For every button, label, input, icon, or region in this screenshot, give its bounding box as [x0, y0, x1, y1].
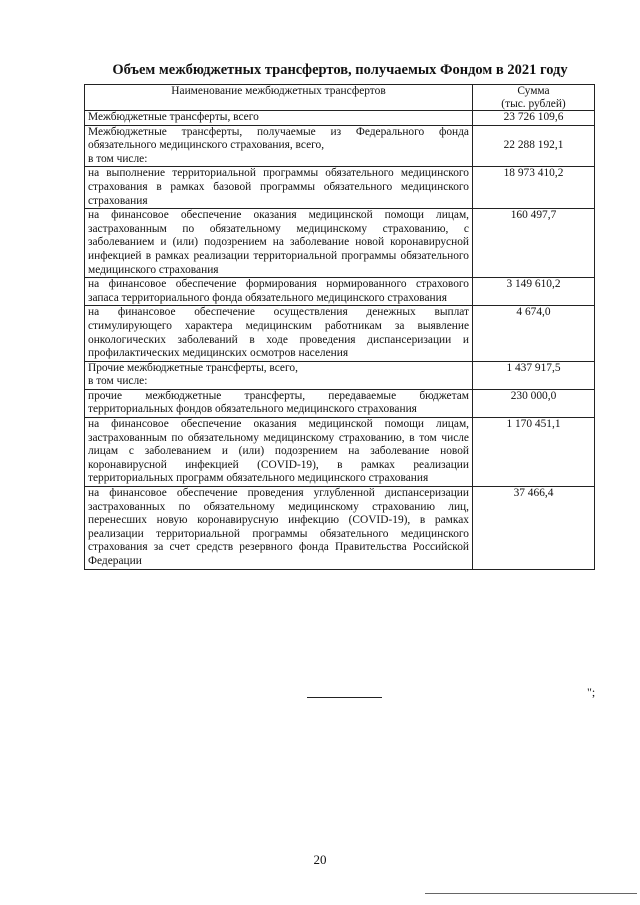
table-row — [85, 361, 595, 389]
row-sum: 18 973 410,2 — [473, 167, 595, 209]
header-sum — [473, 85, 595, 111]
row-name: на финансовое обеспечение осуществления денежных выплат стимулирующего характера медицинским работникам за выявление онкологических заболеваний в ходе проведения диспансеризации и профилактических медицинских осмотров населения — [85, 306, 473, 361]
table-row — [85, 167, 595, 209]
row-sum: 23 726 109,6 — [473, 111, 595, 126]
table-header-row — [85, 85, 595, 111]
header-name: Наименование межбюджетных трансфертов — [85, 85, 473, 111]
table-row — [85, 125, 595, 167]
signature-line — [307, 697, 382, 698]
table-row — [85, 418, 595, 487]
page-number: 20 — [313, 852, 327, 867]
table-row — [85, 209, 595, 278]
row-subtitle: в том числе: — [88, 152, 148, 165]
row-name: на финансовое обеспечение оказания медицинской помощи лицам, застрахованным по обязательному медицинскому страхованию, с заболеванием и (или) подозрением на заболевание новой коронавирусной инфекцией в рамках реализации территориальной программы обязательного медицинского страхования — [85, 209, 473, 278]
row-name: Прочие межбюджетные трансферты, всего, — [88, 361, 298, 374]
transfers-table — [84, 84, 595, 570]
table-row — [85, 487, 595, 570]
row-sum: 230 000,0 — [473, 389, 595, 417]
row-name: прочие межбюджетные трансферты, передаваемые бюджетам территориальных фондов обязательного медицинского страхования — [85, 389, 473, 417]
row-sum: 3 149 610,2 — [473, 278, 595, 306]
row-subtitle: в том числе: — [88, 375, 148, 388]
footer-rule — [425, 893, 637, 894]
row-sum: 37 466,4 — [473, 487, 595, 570]
row-sum: 4 674,0 — [473, 306, 595, 361]
table-row — [85, 306, 595, 361]
row-name: на выполнение территориальной программы обязательного медицинского страхования в рамках базовой программы обязательного медицинского страхования — [85, 167, 473, 209]
row-sum: 1 170 451,1 — [473, 418, 595, 487]
row-sum: 1 437 917,5 — [473, 361, 595, 389]
row-name: на финансовое обеспечение формирования нормированного страхового запаса территориального фонда обязательного медицинского страхования — [85, 278, 473, 306]
row-name: Межбюджетные трансферты, получаемые из Федерального фонда обязательного медицинского страхования, всего, — [88, 125, 469, 152]
row-name-cell — [85, 125, 473, 167]
row-sum: 22 288 192,1 — [473, 125, 595, 167]
table-row — [85, 389, 595, 417]
closing-quote-mark: "; — [587, 685, 596, 699]
table-row — [85, 111, 595, 126]
header-sum-line1: Сумма — [517, 85, 550, 97]
row-name-cell — [85, 361, 473, 389]
header-sum-line2: (тыс. рублей) — [501, 97, 566, 110]
row-sum: 160 497,7 — [473, 209, 595, 278]
row-name: на финансовое обеспечение оказания медицинской помощи лицам, застрахованным по обязательному медицинскому страхованию, в том числе лицам с заболеванием и (или) подозрением на заболевание новой коронавирусной инфекцией (COVID-19), в рамках реализации территориальных программ обязательного медицинского страхования — [85, 418, 473, 487]
table-row — [85, 278, 595, 306]
row-name: на финансовое обеспечение проведения углубленной диспансеризации застрахованных по обязательному медицинскому страхованию лиц, перенесших новую коронавирусную инфекцию (COVID-19), в рамках реализации территориальной программы обязательного медицинского страхования за счет средств резервного фонда Правительства Российской Федерации — [85, 487, 473, 570]
row-name: Межбюджетные трансферты, всего — [85, 111, 473, 126]
document-title: Объем межбюджетных трансфертов, получаемых Фондом в 2021 году — [112, 62, 568, 78]
